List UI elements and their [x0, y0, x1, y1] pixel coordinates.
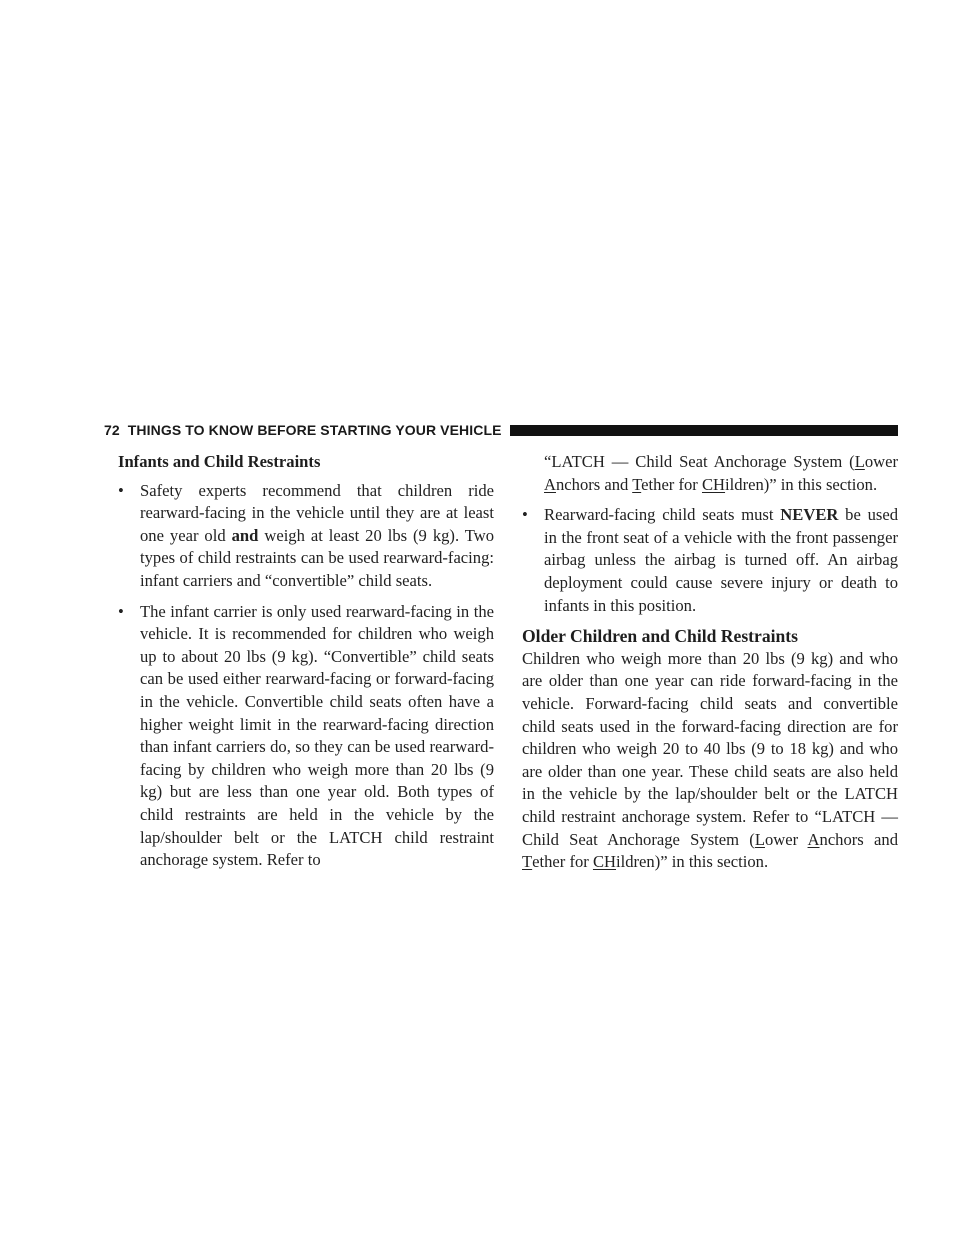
underlined-letter: T [522, 852, 533, 872]
text-run: Children who weigh more than 20 lbs (9 kg) and who are older than one year can ride forward-facing in the vehicle. Forward-facing child seats and convertible child seats used in the forward-facing direction are for children who weigh 20 to 40 lbs (9 to 18 kg) and who are older than one year. These child seats are also held in the vehicle by the lap/shoulder belt or the LATCH child restraint anchorage system. Refer to “LATCH — Child Seat Anchorage System ( [522, 648, 898, 849]
underlined-letter: A [544, 474, 556, 494]
text-run: ether for [532, 852, 593, 872]
running-header [104, 422, 510, 438]
underlined-letter: CH [701, 474, 726, 494]
bullet-continuation [522, 451, 898, 496]
bullet-text: Safety experts recommend that children ride rearward-facing in the vehicle until they are at least one year old [140, 480, 494, 545]
text-run: ether for [641, 474, 702, 494]
text-run: ower [864, 452, 898, 471]
bullet-text: Rearward-facing child seats must [544, 505, 774, 525]
bold-text: NEVER [780, 505, 839, 525]
running-title: THINGS TO KNOW BEFORE STARTING YOUR VEHICLE [127, 422, 502, 438]
bullet-item [118, 601, 494, 872]
text-run: ildren)” in this section. [725, 474, 878, 494]
text-run: nchors and [555, 474, 633, 494]
text-run: ildren)” in this section. [616, 852, 769, 872]
bullet-text: be used in the front seat of a vehicle with the front passenger airbag unless the airbag is turned off. An airbag deployment could cause severe injury or death to infants in this position. [544, 505, 899, 615]
bullet-item [522, 504, 898, 617]
header-rule [510, 425, 898, 436]
right-column [522, 451, 898, 874]
underlined-letter: L [854, 452, 865, 471]
section-heading-infants: Infants and Child Restraints [118, 452, 321, 471]
page-number: 72 [104, 422, 120, 438]
bullet-text: weigh at least 20 lbs (9 kg). Two types of child restraints can be used rearward-facing: infant carriers and “convertible” child seats. [140, 525, 495, 590]
page-header [104, 421, 898, 439]
bullet-icon: • [118, 601, 124, 621]
bullet-icon: • [522, 505, 528, 525]
text-run: nchors and [819, 829, 898, 849]
bullet-icon: • [118, 480, 124, 500]
bold-text: and [231, 525, 259, 545]
section-heading-older: Older Children and Child Restraints [522, 626, 799, 647]
bullet-item [118, 480, 494, 593]
underlined-letter: T [632, 474, 642, 494]
left-column [118, 451, 494, 880]
bullet-text: The infant carrier is only used rearward-facing in the vehicle. It is recommended for children who weigh up to about 20 lbs (9 kg). “Convertible” child seats can be used either rearward-facing or forward-facing in the vehicle. Convertible child seats often have a higher weight limit in the rearward-facing direction than infant carriers do, so they can be used rearward-facing by children who weigh more than 20 lbs (9 kg) but are less than one year old. Both types of child restraints are held in the vehicle by the lap/shoulder belt or the LATCH child restraint anchorage system. Refer to [140, 601, 494, 870]
underlined-letter: A [807, 829, 820, 849]
text-run: “LATCH — Child Seat Anchorage System ( [544, 452, 855, 471]
body-paragraph [522, 648, 898, 874]
underlined-letter: L [754, 829, 765, 849]
underlined-letter: CH [592, 852, 617, 872]
text-run: ower [764, 829, 808, 849]
